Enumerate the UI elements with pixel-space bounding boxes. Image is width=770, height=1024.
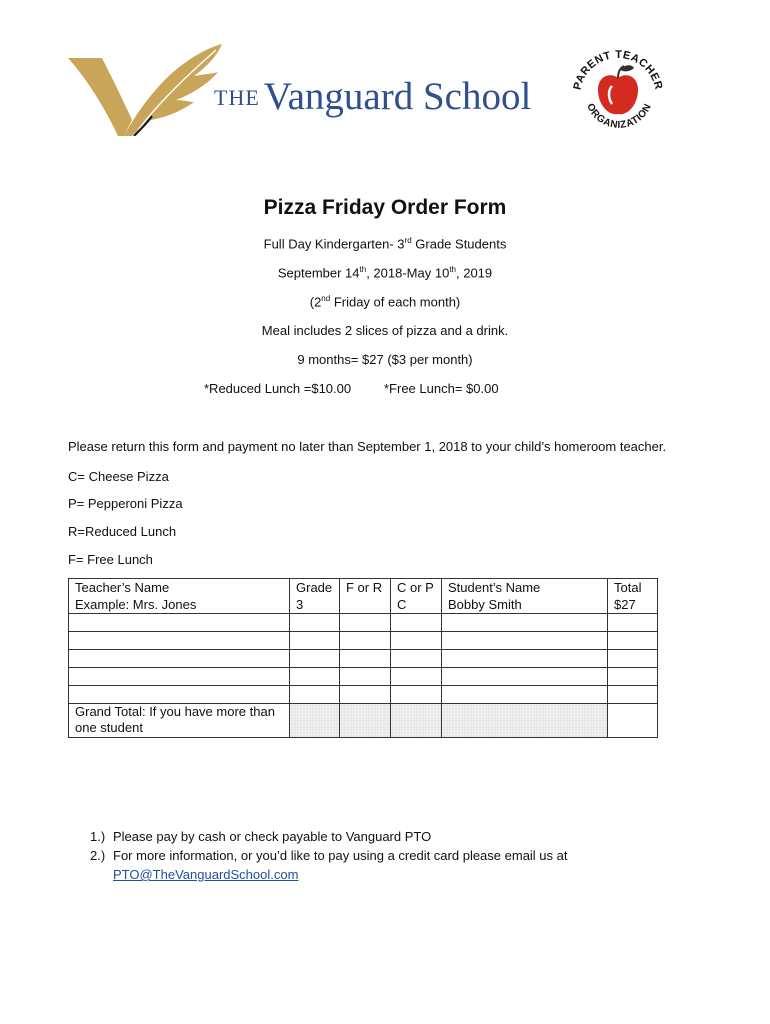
example-student: Bobby Smith [442, 596, 608, 614]
table-row-example [69, 596, 658, 614]
grades-line [0, 236, 770, 251]
shaded-cell [290, 704, 340, 738]
return-instructions: Please return this form and payment no later than September 1, 2018 to your child’s homeroom teacher. [68, 439, 667, 454]
grade-cell[interactable] [290, 632, 340, 650]
total-cell[interactable] [608, 614, 658, 632]
example-f-or-r [340, 596, 391, 614]
header-grade: Grade [290, 579, 340, 597]
student-name-cell[interactable] [442, 614, 608, 632]
price-line: 9 months= $27 ($3 per month) [297, 352, 473, 367]
f-or-r-cell[interactable] [340, 614, 391, 632]
table-row[interactable] [69, 686, 658, 704]
student-name-cell[interactable] [442, 632, 608, 650]
pto-email-link[interactable]: PTO@TheVanguardSchool.com [113, 867, 299, 882]
f-or-r-cell[interactable] [340, 686, 391, 704]
friday-text-close: Friday of each month) [330, 294, 461, 310]
header-teacher-name: Teacher’s Name [69, 579, 290, 597]
header-f-or-r: F or R [340, 579, 391, 597]
dates-sup-1: th [359, 265, 367, 274]
dates-text-1: September 14 [277, 265, 360, 281]
teacher-name-cell[interactable] [69, 632, 290, 650]
c-or-p-cell[interactable] [391, 632, 442, 650]
meal-line: Meal includes 2 slices of pizza and a drink. [261, 323, 509, 338]
f-or-r-cell[interactable] [340, 650, 391, 668]
dates-line [0, 265, 770, 280]
footer-item-1: Please pay by cash or check payable to Vanguard PTO [113, 829, 432, 844]
table-row[interactable] [69, 668, 658, 686]
key-cheese: C= Cheese Pizza [68, 469, 169, 484]
school-name [214, 74, 531, 124]
footer-item-1-number: 1.) [90, 829, 106, 844]
grade-cell[interactable] [290, 668, 340, 686]
teacher-name-cell[interactable] [69, 686, 290, 704]
vanguard-quill-logo-icon [68, 44, 224, 136]
c-or-p-cell[interactable] [391, 614, 442, 632]
friday-line [0, 294, 770, 309]
example-total: $27 [608, 596, 658, 614]
student-name-cell[interactable] [442, 650, 608, 668]
grade-cell[interactable] [290, 686, 340, 704]
c-or-p-cell[interactable] [391, 686, 442, 704]
teacher-name-cell[interactable] [69, 650, 290, 668]
total-cell[interactable] [608, 668, 658, 686]
key-pepperoni: P= Pepperoni Pizza [68, 496, 183, 511]
dates-text-3: , 2019 [455, 265, 493, 281]
example-c-or-p: C [391, 596, 442, 614]
pto-apple-seal-icon [566, 40, 670, 144]
c-or-p-cell[interactable] [391, 668, 442, 686]
grades-text-end: Grade Students [411, 236, 507, 252]
order-table [68, 578, 658, 738]
grand-total-row [69, 704, 658, 738]
shaded-cell [340, 704, 391, 738]
form-title: Pizza Friday Order Form [263, 196, 507, 219]
dates-sup-2: th [449, 265, 456, 274]
dates-text-2: , 2018-May 10 [366, 265, 450, 281]
grades-text: Full Day Kindergarten- 3 [263, 236, 405, 252]
teacher-name-cell[interactable] [69, 614, 290, 632]
free-lunch-price: *Free Lunch= $0.00 [384, 381, 499, 396]
grand-total-label: Grand Total: If you have more than one student [69, 704, 290, 738]
total-cell[interactable] [608, 686, 658, 704]
teacher-name-cell[interactable] [69, 668, 290, 686]
table-row[interactable] [69, 650, 658, 668]
shaded-cell [442, 704, 608, 738]
c-or-p-cell[interactable] [391, 650, 442, 668]
table-row[interactable] [69, 632, 658, 650]
friday-text-open: (2 [309, 294, 322, 310]
reduced-lunch-price: *Reduced Lunch =$10.00 [204, 381, 352, 396]
f-or-r-cell[interactable] [340, 668, 391, 686]
header-student-name: Student’s Name [442, 579, 608, 597]
seal-bottom-text: ORGANIZATION [584, 101, 654, 131]
total-cell[interactable] [608, 650, 658, 668]
seal-top-text: PARENT TEACHER [571, 48, 665, 92]
total-cell[interactable] [608, 632, 658, 650]
key-reduced: R=Reduced Lunch [68, 524, 177, 539]
friday-sup: nd [321, 294, 331, 303]
school-name-the: THE [214, 85, 260, 110]
school-name-text: Vanguard School [263, 75, 532, 118]
grand-total-cell[interactable] [608, 704, 658, 738]
table-header-row [69, 579, 658, 597]
header-total: Total [608, 579, 658, 597]
student-name-cell[interactable] [442, 686, 608, 704]
table-row[interactable] [69, 614, 658, 632]
grade-cell[interactable] [290, 614, 340, 632]
grade-cell[interactable] [290, 650, 340, 668]
example-grade: 3 [290, 596, 340, 614]
key-free: F= Free Lunch [68, 552, 153, 567]
student-name-cell[interactable] [442, 668, 608, 686]
grades-sup: rd [404, 236, 412, 245]
shaded-cell [391, 704, 442, 738]
f-or-r-cell[interactable] [340, 632, 391, 650]
header-c-or-p: C or P [391, 579, 442, 597]
footer-item-2-number: 2.) [90, 848, 106, 863]
example-teacher: Example: Mrs. Jones [69, 596, 290, 614]
footer-item-2: For more information, or you’d like to pay using a credit card please email us at [113, 848, 568, 863]
